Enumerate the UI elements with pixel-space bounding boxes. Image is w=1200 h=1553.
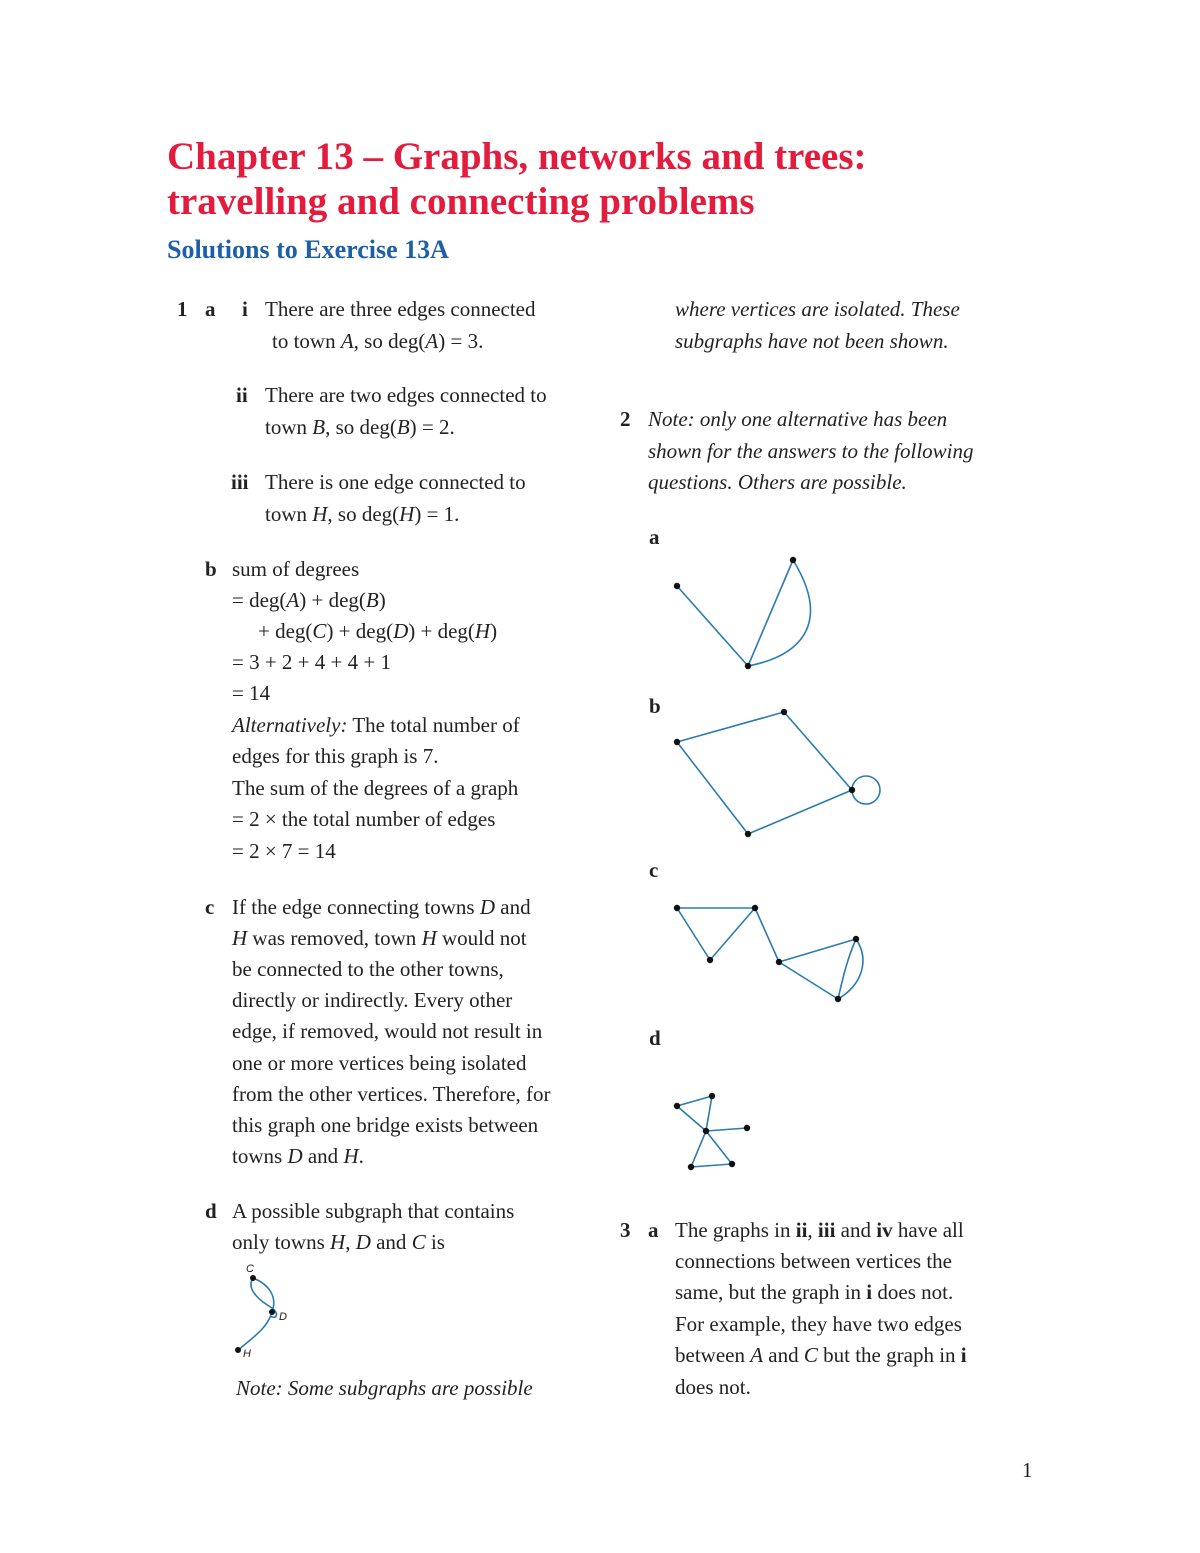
q2d-vertex-6 [729,1161,735,1167]
q1d-line1: A possible subgraph that contains [232,1199,515,1223]
q2d-vertex-4 [744,1125,750,1131]
q3a-line1: The graphs in ii, iii and iv have all [675,1218,964,1242]
question-3-number: 3 [620,1218,631,1242]
q1a-ii-line1: There are two edges connected to [265,383,547,407]
q3-part-a-label: a [648,1218,659,1242]
q2d-edge-4 [706,1128,747,1131]
q1d-note-line1: Note: Some subgraphs are possible [236,1376,533,1400]
chapter-title-line1: Chapter 13 – Graphs, networks and trees: [167,135,867,178]
q1b-line9: = 2 × the total number of edges [232,807,496,831]
q3a-line5: between A and C but the graph in i [675,1343,967,1367]
q3a-line6: does not. [675,1375,751,1399]
q1d-label-c: C [246,1263,254,1275]
q1c-line1: If the edge connecting towns D and [232,895,531,919]
q1b-line3: + deg(C) + deg(D) + deg(H) [258,619,498,643]
q1b-line10: = 2 × 7 = 14 [232,839,336,863]
q1d-note-line2: where vertices are isolated. These [675,297,960,321]
q3a-line4: For example, they have two edges [675,1312,962,1336]
q1c-line5: edge, if removed, would not result in [232,1019,543,1043]
q3a-line3: same, but the graph in i does not. [675,1280,954,1304]
q1-part-d-label: d [205,1199,217,1223]
q1-part-a-label: a [205,297,216,321]
q1c-line2: H was removed, town H would not [232,926,527,950]
q1a-ii-label: ii [236,383,248,407]
q1-part-c-label: c [205,895,215,919]
q2d-vertex-2 [709,1093,715,1099]
q1c-line4: directly or indirectly. Every other [232,988,513,1012]
q2-note-line1: Note: only one alternative has been [648,407,948,431]
q2-note-line2: shown for the answers to the following [648,439,974,463]
q1d-label-h: H [243,1348,251,1360]
q1a-i-label: i [242,297,248,321]
q2-part-d-label: d [649,1026,661,1050]
q1a-ii-line2: town B, so deg(B) = 2. [265,415,455,439]
exercise-subtitle: Solutions to Exercise 13A [167,235,449,264]
q2d-vertex-3 [703,1128,709,1134]
q1b-line7: edges for this graph is 7. [232,744,439,768]
q2-part-c-label: c [649,858,659,882]
q1b-line5: = 14 [232,681,271,705]
q1d-line2: only towns H, D and C is [232,1230,445,1254]
chapter-title-line2: travelling and connecting problems [167,180,755,223]
q1c-line6: one or more vertices being isolated [232,1051,527,1075]
q2d-edge-6 [706,1131,732,1164]
question-1-number: 1 [177,297,188,321]
q2d-edge-5 [691,1131,706,1167]
q3a-line2: connections between vertices the [675,1249,952,1273]
q2d-vertex-1 [674,1103,680,1109]
q1c-line8: this graph one bridge exists between [232,1113,539,1137]
q2d-edge-1 [677,1096,712,1106]
q2d-edge-7 [691,1164,732,1167]
q1d-note-line3: subgraphs have not been shown. [675,329,949,353]
q2d-edge-3 [706,1096,712,1131]
q1-part-b-label: b [205,557,217,581]
q1a-i-line2: to town A, so deg(A) = 3. [272,329,484,353]
q2d-vertex-5 [688,1164,694,1170]
question-2-number: 2 [620,407,631,431]
q1a-iii-label: iii [231,470,249,494]
q1b-line6: Alternatively: The total number of [232,713,520,737]
q2d-edge-2 [677,1106,706,1131]
q1a-i-line1: There are three edges connected [265,297,536,321]
q1b-line4: = 3 + 2 + 4 + 4 + 1 [232,650,391,674]
q2-note-line3: questions. Others are possible. [648,470,907,494]
q1a-iii-line2: town H, so deg(H) = 1. [265,502,460,526]
q1c-line3: be connected to the other towns, [232,957,504,981]
q1d-label-d: D [279,1311,287,1323]
q2-part-a-label: a [649,525,660,549]
q2-part-b-label: b [649,694,661,718]
page-number: 1 [1022,1458,1033,1482]
q1b-line2: = deg(A) + deg(B) [232,588,386,612]
q1b-line8: The sum of the degrees of a graph [232,776,519,800]
q1a-iii-line1: There is one edge connected to [265,470,526,494]
q1c-line9: towns D and H. [232,1144,364,1168]
q1c-line7: from the other vertices. Therefore, for [232,1082,551,1106]
q1b-line1: sum of degrees [232,557,360,581]
